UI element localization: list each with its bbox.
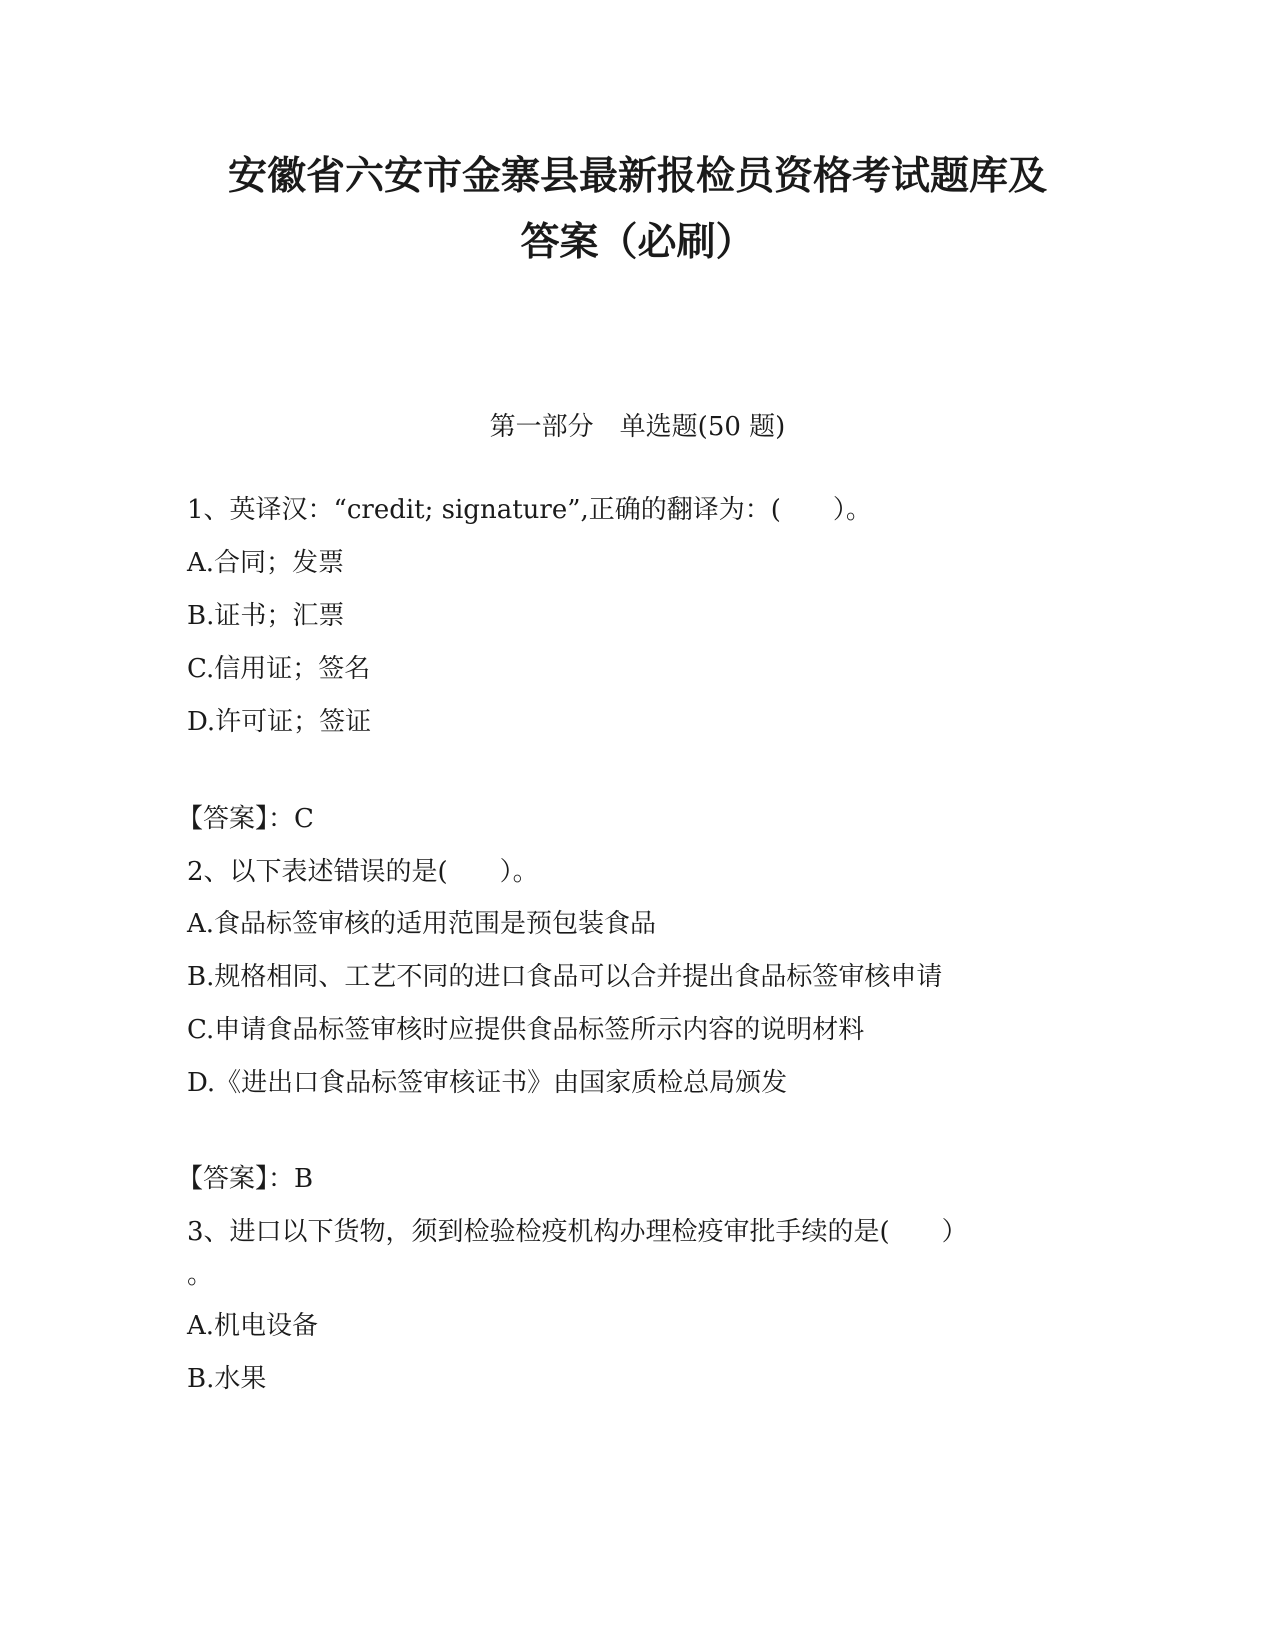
question-stem-continuation: 。 <box>187 1260 214 1290</box>
option-a: A.合同；发票 <box>187 548 345 578</box>
option-b: B.水果 <box>187 1364 267 1394</box>
option-d: D.许可证；签证 <box>187 707 372 737</box>
option-b: B.规格相同、工艺不同的进口食品可以合并提出食品标签审核申请 <box>187 962 943 992</box>
answer-label: 【答案】：C <box>177 804 314 834</box>
option-a: A.食品标签审核的适用范围是预包装食品 <box>187 909 657 939</box>
question-stem: 3、进口以下货物，须到检验检疫机构办理检疫审批手续的是( ） <box>187 1217 968 1247</box>
section-heading: 第一部分 单选题(50 题) <box>489 412 786 442</box>
title-line-1: 安徽省六安市金寨县最新报检员资格考试题库及 <box>227 154 1047 199</box>
title-line-2: 答案（必刷） <box>520 220 755 265</box>
option-d: D.《进出口食品标签审核证书》由国家质检总局颁发 <box>187 1068 788 1098</box>
option-c: C.信用证；签名 <box>187 654 371 684</box>
answer-label: 【答案】：B <box>177 1164 314 1194</box>
option-b: B.证书；汇票 <box>187 601 345 631</box>
question-stem: 2、以下表述错误的是( ）。 <box>187 857 539 887</box>
question-stem: 1、英译汉：“credit; signature”,正确的翻译为：( ）。 <box>187 495 872 525</box>
document-title <box>0 144 1275 276</box>
option-a: A.机电设备 <box>187 1311 319 1341</box>
option-c: C.申请食品标签审核时应提供食品标签所示内容的说明材料 <box>187 1015 865 1045</box>
